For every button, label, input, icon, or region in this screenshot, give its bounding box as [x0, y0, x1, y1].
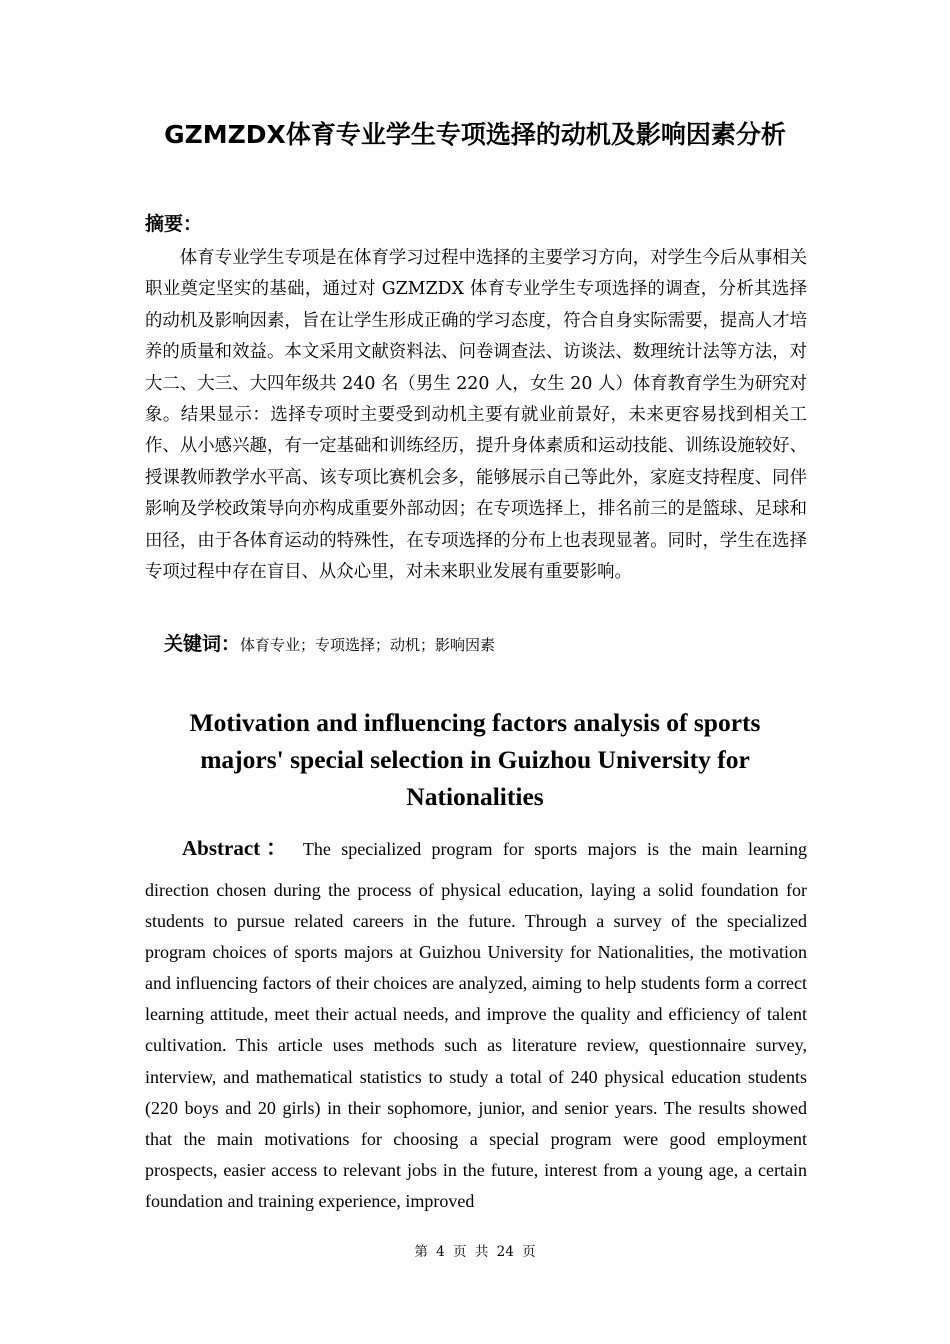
chinese-title: GZMZDX体育专业学生专项选择的动机及影响因素分析	[164, 120, 786, 149]
english-abstract	[145, 830, 807, 1217]
keywords-label: 关键词：	[164, 633, 241, 655]
page-footer: 第 4 页 共 24 页	[414, 1244, 536, 1260]
chinese-keywords	[164, 629, 495, 660]
chinese-abstract-heading: 摘要：	[145, 213, 203, 235]
english-abstract-lead-text: The specialized program for sports majors is the main learning	[302, 839, 807, 859]
english-abstract-body: direction chosen during the process of physical education, laying a solid foundation for students to pursue related careers in the future. Through a survey of the specialized program choices of sports majors at Guizhou University for Nationalities, the motivation and influencing factors of their choices are analyzed, aiming to help students form a correct learning attitude, meet their actual needs, and improve the quality and efficiency of talent cultivation. This article uses methods such as literature review, questionnaire survey, interview, and mathematical statistics to study a total of 240 physical education students (220 boys and 20 girls) in their sophomore, junior, and senior years. The results showed that the main motivations for choosing a special program were good employment prospects, easier access to relevant jobs in the future, interest from a young age, a certain foundation and training experience, improved	[145, 880, 807, 1211]
english-title: Motivation and influencing factors analysis of sports majors' special selection in Guizhou University for Nationalities	[189, 708, 761, 811]
english-abstract-first-line	[145, 830, 807, 867]
keywords-values: 体育专业；专项选择；动机；影响因素	[240, 636, 496, 654]
english-abstract-label: Abstract：	[182, 836, 293, 860]
chinese-abstract-body: 体育专业学生专项是在体育学习过程中选择的主要学习方向，对学生今后从事相关职业奠定坚实的基础，通过对 GZMZDX 体育专业学生专项选择的调查，分析其选择的动机及影响因素，旨在让学生形成正确的学习态度，符合自身实际需要，提高人才培养的质量和效益。本文采用文献资料法、问卷调查法、访谈法、数理统计法等方法，对大二、大三、大四年级共 240 名（男生 220 人，女生 20 人）体育教育学生为研究对象。结果显示：选择专项时主要受到动机主要有就业前景好，未来更容易找到相关工作、从小感兴趣，有一定基础和训练经历，提升身体素质和运动技能、训练设施较好、授课教师教学水平高、该专项比赛机会多，能够展示自己等此外，家庭支持程度、同伴影响及学校政策导向亦构成重要外部动因；在专项选择上，排名前三的是篮球、足球和田径，由于各体育运动的特殊性，在专项选择的分布上也表现显著。同时，学生在选择专项过程中存在盲目、从众心里，对未来职业发展有重要影响。	[145, 248, 807, 583]
